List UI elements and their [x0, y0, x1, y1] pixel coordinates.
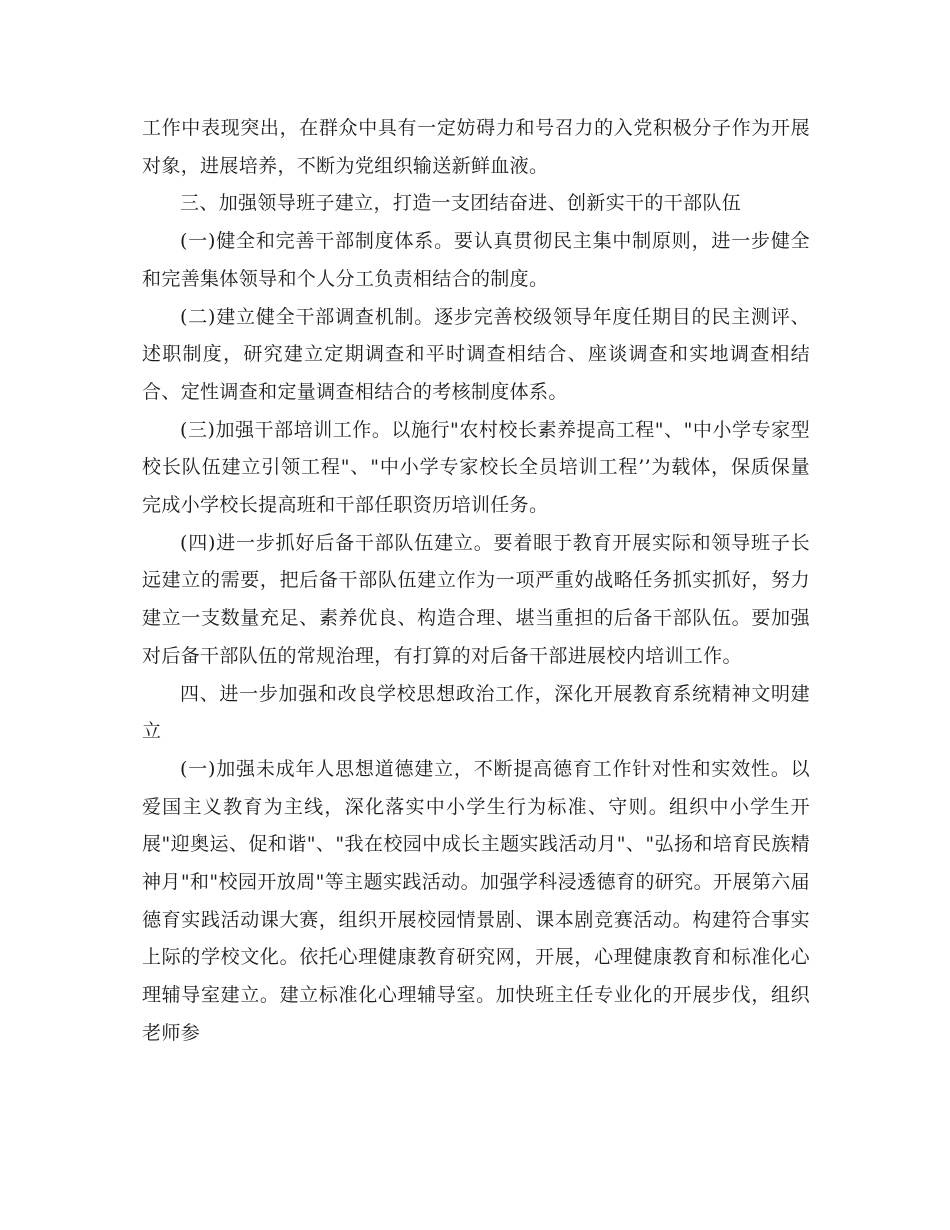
- paragraph-continuation: 工作中表现突出，在群众中具有一定妨碍力和号召力的入党积极分子作为开展对象，进展培养，不断为党组织输送新鲜血液。: [142, 117, 810, 177]
- paragraph-3-4: (四)进一步抓好后备干部队伍建立。要着眼于教育开展实际和领导班子长远建立的需要，把后备干部队伍建立作为一项严重妁战略任务抓实抓好，努力建立一支数量充足、素养优良、构造合理、堪当重担的后备干部队伍。要加强对后备干部队伍的常规治理，有打算的对后备干部进展校内培训工作。: [142, 531, 810, 667]
- paragraph-4-1: (一)加强未成年人思想道德建立，不断提高德育工作针对性和实效性。以爱国主义教育为主线，深化落实中小学生行为标准、守则。组织中小学生开展"迎奥运、促和谐"、"我在校园中成长主题实践活动月"、"弘扬和培育民族精神月"和"校园开放周"等主题实践活动。加强学科浸透德育的研究。开展第六届德育实践活动课大赛，组织开展校园情景剧、课本剧竞赛活动。构建符合事实上际的学校文化。依托心理健康教育研究网，开展，心理健康教育和标准化心理辅导室建立。建立标准化心理辅导室。加快班主任专业化的开展步伐，组织老师参: [142, 757, 810, 1044]
- document-body: [142, 110, 810, 1053]
- paragraph-3-1: (一)健全和完善干部制度体系。要认真贯彻民主集中制原则，进一步健全和完善集体领导和个人分工负责相结合的制度。: [142, 230, 810, 290]
- paragraph-3-2: (二)建立健全干部调查机制。逐步完善校级领导年度任期目的民主测评、述职制度，研究建立定期调查和平时调查相结合、座谈调查和实地调查相结合、定性调查和定量调查相结合的考核制度体系。: [142, 305, 810, 403]
- section-heading-4: 四、进一步加强和改良学校思想政治工作，深化开展教育系统精神文明建立: [142, 682, 810, 743]
- paragraph-3-3: (三)加强干部培训工作。以施行"农村校长素养提高工程"、"中小学专家型校长队伍建立引领工程"、"中小学专家校长全员培训工程’’为载体，保质保量完成小学校长提高班和干部任职资历培训任务。: [142, 418, 810, 517]
- section-heading-3: 三、加强领导班子建立，打造一支团结奋进、创新实干的干部队伍: [180, 192, 742, 215]
